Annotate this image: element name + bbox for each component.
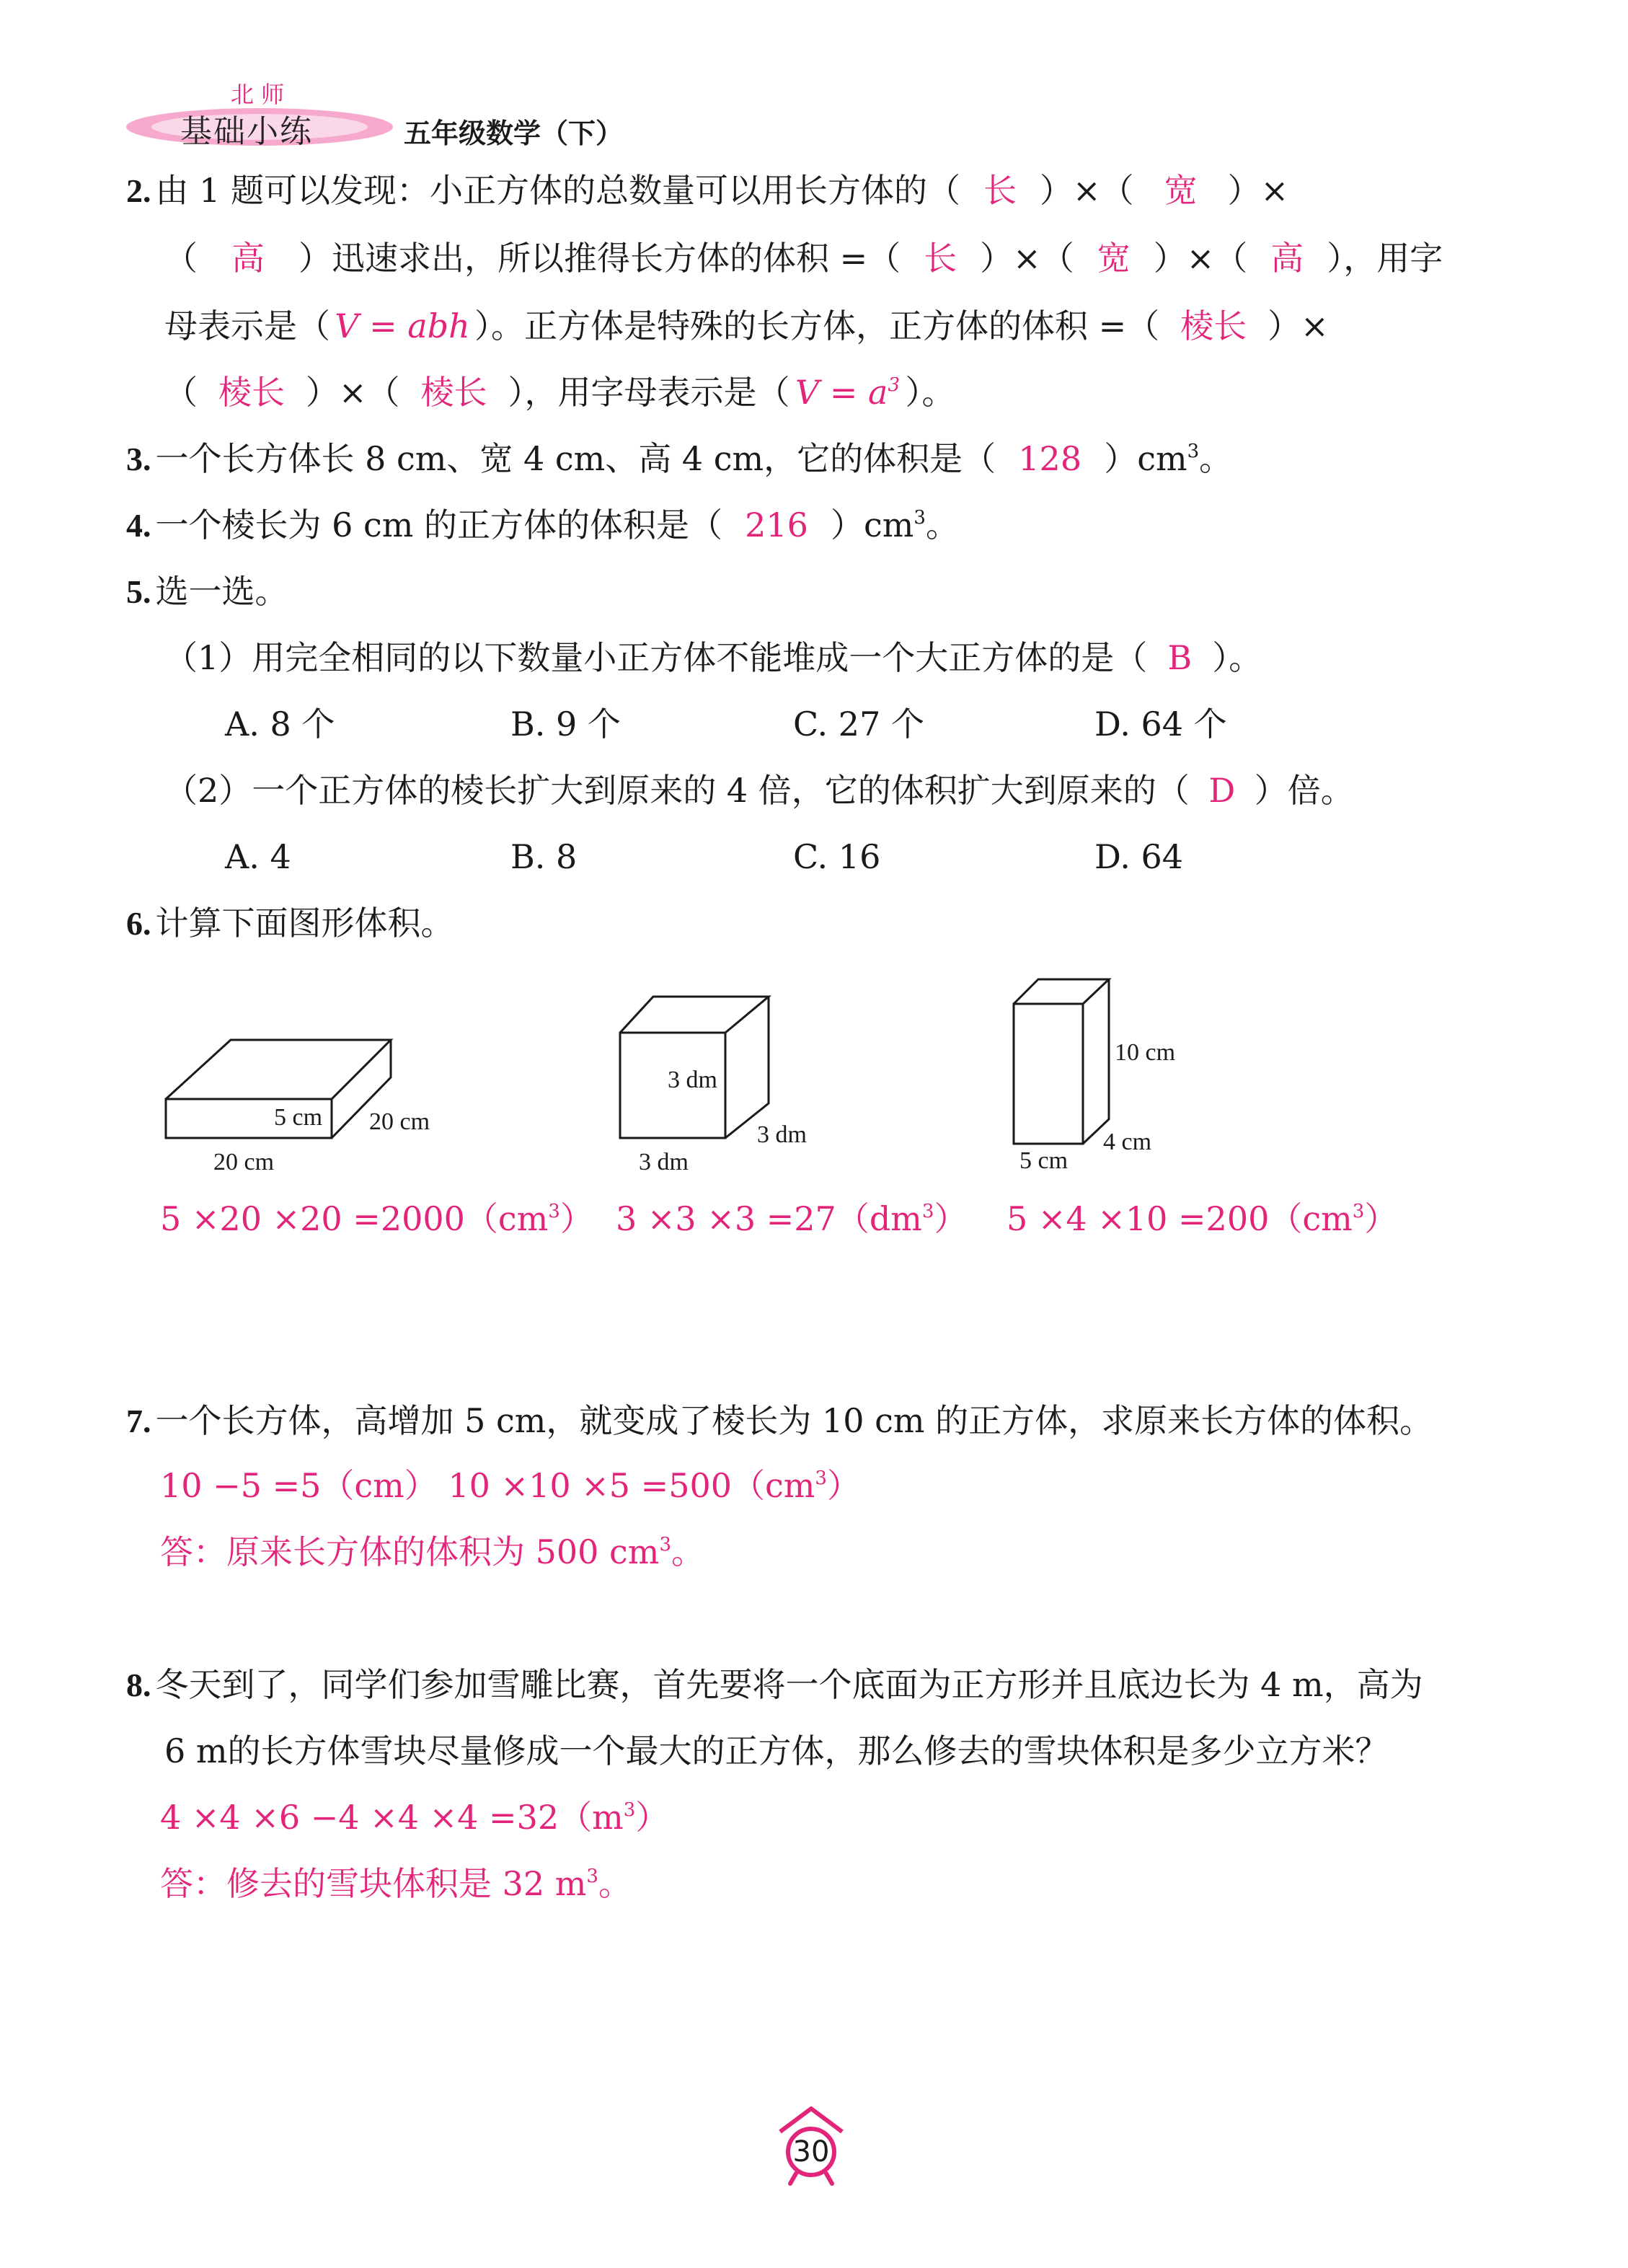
q5-part-1: （1）用完全相同的以下数量小正方体不能堆成一个大正方体的是（ B ）。: [164, 636, 1262, 679]
q4-answer: 216: [745, 506, 808, 544]
q6-answer-1: $5 \times 20 \times 20 =2000(cm^3)$: [160, 1199, 593, 1238]
fig1-width-label: 20 cm: [369, 1108, 430, 1135]
fig3-height-label: 10 cm: [1115, 1039, 1176, 1066]
q5-title: 5. 选一选。: [126, 572, 288, 611]
q5-p2-option-b: B. 8: [510, 837, 578, 876]
q2-line-3: 母表示是（ V = abh ）。正方体是特殊的长方体，正方体的体积 =（ 棱长 ）×: [164, 304, 1329, 348]
figure-tall-cuboid: [1007, 974, 1122, 1150]
q2-line-1: 2. 由 1 题可以发现：小正方体的总数量可以用长方体的（ 长 ）×（ 宽 ）×: [126, 169, 1288, 213]
subject-title: 五年级数学（下）: [404, 118, 624, 149]
fig2-height-label: 3 dm: [668, 1067, 717, 1093]
fig2-length-label: 3 dm: [639, 1149, 689, 1175]
q6-title: 6. 计算下面图形体积。: [126, 904, 454, 943]
q5-p1-answer: B: [1167, 638, 1193, 677]
q5-p1-option-d: D. 64 个: [1094, 705, 1227, 744]
q7-reply: 答：原来长方体的体积为 500 $cm^3$。: [160, 1532, 704, 1571]
q3-answer: 128: [1018, 439, 1082, 478]
q5-part-2: （2）一个正方体的棱长扩大到原来的 4 倍，它的体积扩大到原来的（ D ）倍。: [164, 769, 1354, 812]
fig1-length-label: 20 cm: [213, 1149, 275, 1175]
q5-p1-option-a: A. 8 个: [225, 705, 335, 744]
question-4: 4. 一个棱长为 6 cm 的正方体的体积是（ 216 ）$cm^3$。: [126, 503, 959, 547]
q5-p2-option-a: A. 4: [225, 837, 291, 876]
q2-blank-width: 宽: [1164, 171, 1198, 210]
q5-p2-answer: D: [1208, 771, 1236, 810]
header: [123, 72, 642, 151]
fig1-height-label: 5 cm: [274, 1104, 323, 1131]
fig3-length-label: 5 cm: [1019, 1147, 1069, 1174]
q6-answer-2: $3 \times 3 \times 3 =27(dm^3)$: [616, 1199, 968, 1238]
q5-p1-option-c: C. 27 个: [793, 705, 924, 744]
q5-p2-option-d: D. 64: [1094, 837, 1184, 876]
q8-calc: $4 \times 4 \times 6 -4 \times 4 \times 4 =32(m^3)$: [160, 1798, 669, 1837]
q2-blank-length: 长: [983, 171, 1017, 210]
q6-answer-3: $5 \times 4 \times 10 =200(cm^3)$: [1007, 1199, 1398, 1238]
fig2-width-label: 3 dm: [757, 1121, 807, 1148]
q2-formula-cuboid: V = abh: [335, 306, 470, 345]
q2-formula-cube: $V = a^3$: [795, 373, 901, 412]
question-3: 3. 一个长方体长 8 cm、宽 4 cm、高 4 cm，它的体积是（ 128 ）$cm^3$。: [126, 437, 1232, 481]
q8-line-2: 6 m的长方体雪块尽量修成一个最大的正方体，那么修去的雪块体积是多少立方米？: [164, 1731, 1389, 1770]
q2-line-2: （ 高 ）迅速求出，所以推得长方体的体积 =（ 长 ）×（ 宽 ）×（ 高 ），用字: [164, 239, 1443, 278]
fig3-width-label: 4 cm: [1103, 1129, 1152, 1155]
q2-line-4: （ 棱长 ）×（ 棱长 ），用字母表示是（ $V = a^3$ ）。: [164, 371, 955, 414]
q5-p1-option-b: B. 9 个: [510, 705, 621, 744]
q5-p2-option-c: C. 16: [793, 837, 881, 876]
brand-top: 北 师: [231, 81, 285, 108]
q8-reply: 答：修去的雪块体积是 32 $m^3$。: [160, 1864, 632, 1903]
brand-main: 基础小练: [180, 113, 313, 150]
q8-line-1: 8. 冬天到了，同学们参加雪雕比赛，首先要将一个底面为正方形并且底边长为 4 m，高为: [126, 1665, 1423, 1704]
q7-text: 7. 一个长方体，高增加 5 cm，就变成了棱长为 10 cm 的正方体，求原来长方体的体积。: [126, 1401, 1433, 1440]
q7-calc: 10 −5 =5（cm） $10 \times 10 \times 5 =500(cm^3)$: [160, 1466, 860, 1505]
page-number: 30: [792, 2135, 830, 2168]
